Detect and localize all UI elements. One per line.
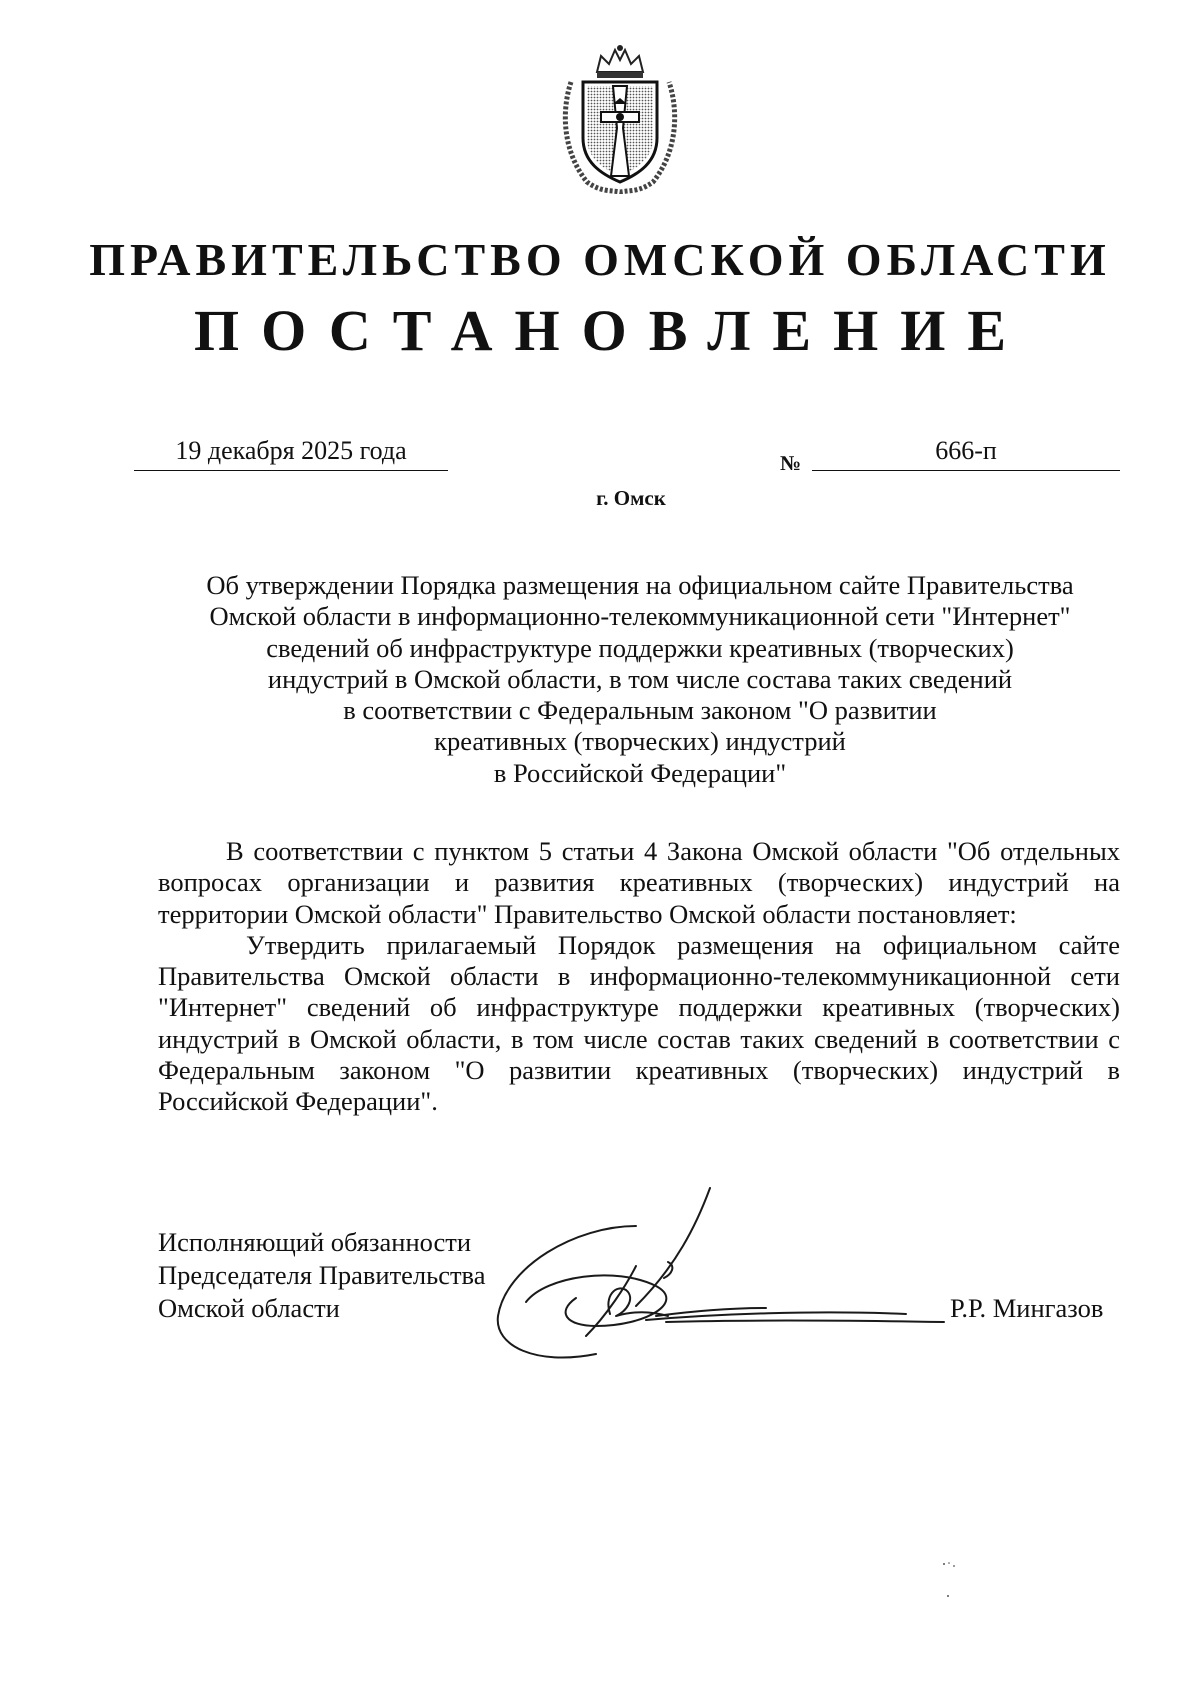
signer-position-line: Омской области — [158, 1293, 340, 1323]
heading-line: Об утверждении Порядка размещения на официальном сайте Правительства — [206, 570, 1074, 600]
heading-line: в Российской Федерации" — [493, 757, 787, 788]
decree-heading — [160, 570, 1120, 789]
scan-speck-marks — [940, 1560, 980, 1610]
authority-title: ПРАВИТЕЛЬСТВО ОМСКОЙ ОБЛАСТИ — [89, 234, 1111, 285]
city-label: г. Омск — [596, 486, 666, 510]
document-type-title: ПОСТАНОВЛЕНИЕ — [193, 298, 1029, 363]
signer-position-line: Председателя Правительства — [158, 1260, 486, 1290]
number-sign: № — [780, 451, 802, 475]
handwritten-signature — [486, 1186, 946, 1386]
signer-position — [158, 1226, 486, 1325]
heading-line: Омской области в информационно-телекоммуникационной сети "Интернет" — [209, 601, 1071, 632]
heading-line: индустрий в Омской области, в том числе состава таких сведений — [267, 663, 1013, 694]
heading-line: сведений об инфраструктуре поддержки креативных (творческих) — [266, 632, 1014, 663]
coat-of-arms-icon — [557, 42, 683, 194]
decree-body — [158, 836, 1120, 1118]
heading-line: в соответствии с Федеральным законом "О развитии — [343, 695, 937, 726]
body-paragraph-resolution: Утвердить прилагаемый Порядок размещения на официальном сайте Правительства Омской области в информационно-телекоммуникационной сети "Интернет" сведений об инфраструктуре поддержки креативных (творческих) индустрий в Омской области, в том числе состав таких сведений в соответствии с Федеральным законом "О развитии креативных (творческих) индустрий в Российской Федерации". — [158, 929, 1120, 1117]
body-paragraph-preamble: В соответствии с пунктом 5 статьи 4 Закона Омской области "Об отдельных вопросах организации и развития креативных (творческих) индустрий на территории Омской области" Правительство Омской области постановляет: — [158, 836, 1120, 929]
heading-line: креативных (творческих) индустрий — [434, 726, 846, 757]
signer-position-line: Исполняющий обязанности — [158, 1227, 472, 1257]
decree-number: 666-п — [812, 434, 1120, 471]
decree-date: 19 декабря 2025 года — [134, 434, 448, 471]
signer-name: Р.Р. Мингазов — [950, 1293, 1104, 1323]
